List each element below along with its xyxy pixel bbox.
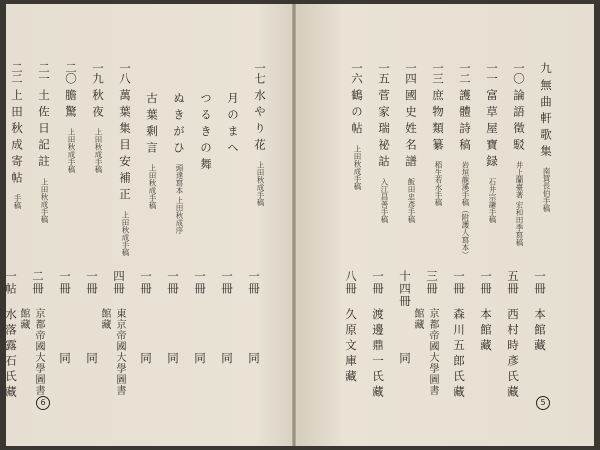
right-page	[300, 4, 594, 446]
entry-volumes: 一冊	[193, 270, 207, 295]
entry-note: 上田秋成手稿	[148, 164, 157, 209]
list-item	[52, 62, 79, 402]
entry-volumes: 一冊	[58, 270, 72, 295]
entry-title: 國史姓名譜	[404, 89, 418, 172]
entry-volumes: 一冊	[247, 270, 261, 295]
entry-number: 一六	[350, 62, 364, 83]
list-item	[79, 62, 106, 402]
entry-number: 一七	[253, 62, 267, 83]
list-item	[365, 62, 392, 402]
entry-number: 二一	[37, 62, 51, 83]
entry-number: 一二	[458, 62, 472, 83]
entry-owner: 同	[139, 352, 153, 368]
entry-volumes: 五冊	[506, 270, 520, 295]
entry-volumes: 一帖	[4, 270, 18, 295]
left-page-entries	[0, 62, 268, 402]
entry-number: 一九	[91, 62, 105, 83]
entry-note: 井上蘭臺著 宏和田季寫稿	[515, 161, 524, 246]
entry-owner: 同	[220, 352, 234, 368]
entry-owner: 久原文庫藏	[344, 308, 358, 386]
entry-owner: 京都帝國大學圖書館藏	[412, 308, 438, 396]
entry-number: 二二	[10, 62, 24, 83]
entry-owner: 京都帝國大學圖書館藏	[18, 308, 44, 396]
entry-volumes: 一冊	[166, 270, 180, 295]
right-page-entries	[338, 62, 554, 402]
entry-owner: 東京帝國大學圖書館藏	[99, 308, 125, 396]
entry-owner: 渡邊鼎一氏藏	[371, 308, 385, 401]
entry-number: 一〇	[512, 62, 526, 83]
list-item	[18, 62, 52, 402]
list-item	[392, 62, 419, 402]
entry-title: 秋夜	[91, 89, 105, 122]
entry-note: 上田秋成手稿	[67, 128, 76, 173]
entry-owner: 本館藏	[533, 308, 547, 355]
entry-title: 菅家瑞祕詁	[377, 89, 391, 172]
entry-title: 護體詩稿	[458, 89, 472, 155]
entry-note: 飯田忠彥手稿	[407, 177, 416, 223]
list-item	[473, 62, 500, 402]
entry-note: 手稿	[13, 194, 22, 209]
entry-title: 富草屋寶録	[485, 89, 499, 172]
entry-owner: 同	[193, 352, 207, 368]
entry-title: 萬葉集目安補正	[118, 89, 132, 205]
entry-volumes: 一冊	[452, 270, 466, 295]
entry-volumes: 四冊	[112, 270, 126, 295]
entry-title: つるきの舞	[199, 92, 213, 175]
list-item	[187, 62, 214, 402]
list-item	[446, 62, 473, 402]
entry-number: 一八	[118, 62, 132, 83]
entry-title: 月のまへ	[226, 92, 240, 158]
entry-volumes: 一冊	[220, 270, 234, 295]
entry-note: 上田秋成手稿	[256, 161, 265, 206]
entry-volumes: 一冊	[533, 270, 547, 295]
page-number: 6	[36, 396, 50, 410]
entry-title: 古葉剩言	[145, 92, 159, 158]
entry-note: 上田秋成手稿	[353, 144, 362, 190]
entry-title: 鶴の帖	[350, 89, 364, 139]
page-number: 5	[536, 396, 550, 410]
entry-volumes: 十四冊	[398, 270, 412, 308]
list-item	[214, 62, 241, 402]
entry-owner: 同	[398, 352, 412, 368]
entry-number: 二〇	[64, 62, 78, 83]
entry-note: 頭達寫本 上田秋成序	[175, 164, 184, 234]
entry-title: 無曲軒歌集	[539, 78, 553, 161]
left-page	[6, 4, 300, 446]
entry-owner: 水落露石氏藏	[4, 308, 18, 401]
entry-volumes: 八冊	[344, 270, 358, 295]
entry-note: 入江昌善手稿	[380, 177, 389, 223]
entry-title: 土佐日記註	[37, 89, 51, 172]
entry-title: 水やり花	[253, 89, 267, 155]
entry-title: ぬきがひ	[172, 92, 186, 158]
entry-volumes: 一冊	[371, 270, 385, 295]
entry-title: 上田秋成寄帖	[10, 89, 24, 188]
list-item	[338, 62, 365, 402]
entry-number: 一五	[377, 62, 391, 83]
entry-volumes: 二冊	[31, 270, 45, 295]
list-item	[0, 62, 25, 402]
list-item	[500, 62, 527, 402]
entry-volumes: 一冊	[85, 270, 99, 295]
book-spread	[6, 4, 594, 446]
entry-title: 庶物類纂	[431, 89, 445, 155]
list-item	[133, 62, 160, 402]
book-gutter	[292, 4, 296, 446]
entry-owner: 同	[58, 352, 72, 368]
entry-note: 石井宗謙手稿	[488, 177, 497, 223]
entry-volumes: 一冊	[479, 270, 493, 295]
entry-owner: 同	[247, 352, 261, 368]
entry-owner: 本館藏	[479, 308, 493, 355]
entry-note: 上田秋成手稿	[40, 177, 49, 223]
list-item	[99, 62, 133, 402]
entry-number: 一一	[485, 62, 499, 83]
entry-number: 九	[539, 62, 553, 73]
entry-volumes: 三冊	[425, 270, 439, 295]
list-item	[160, 62, 187, 402]
list-item	[241, 62, 268, 402]
entry-note: 上田秋成手稿	[94, 128, 103, 173]
entry-note: 稻生若水手稿	[434, 161, 443, 206]
list-item	[412, 62, 446, 402]
entry-volumes: 一冊	[139, 270, 153, 295]
entry-number: 一四	[404, 62, 418, 83]
entry-note: 上田秋成手稿	[121, 210, 130, 256]
entry-number: 一三	[431, 62, 445, 83]
entry-owner: 森川五郎氏藏	[452, 308, 466, 401]
entry-note: 南賀長伯手稿	[542, 167, 551, 212]
list-item	[527, 62, 554, 402]
entry-title: 論語徵駁	[512, 89, 526, 155]
entry-owner: 同	[85, 352, 99, 368]
entry-owner: 西村時彥氏藏	[506, 308, 520, 401]
entry-note: 岩垣龍溪手稿（附護人寫本）	[461, 161, 470, 259]
entry-title: 膽驚	[64, 89, 78, 122]
entry-owner: 同	[166, 352, 180, 368]
